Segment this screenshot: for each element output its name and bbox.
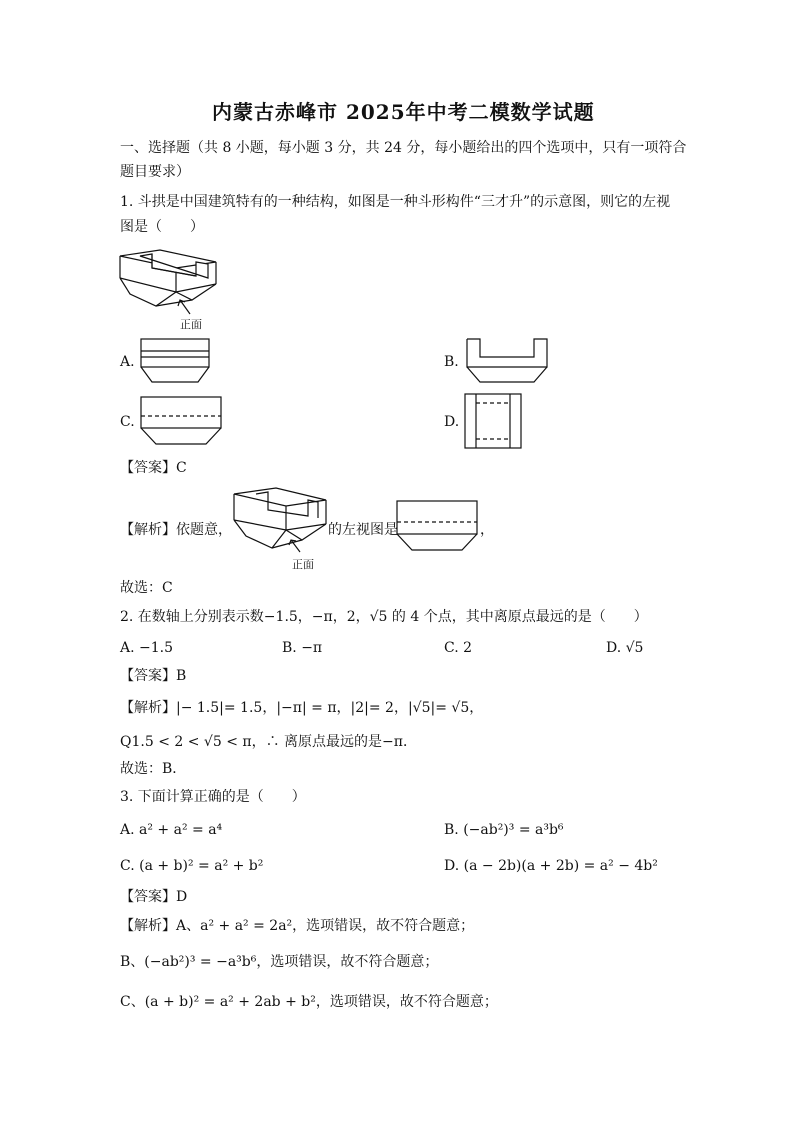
q3-stem: 3. 下面计算正确的是（ ） bbox=[120, 789, 306, 805]
q1-stem-line1: 1. 斗拱是中国建筑特有的一种结构，如图是一种斗形构件“三才升”的示意图，则它的左视 bbox=[120, 194, 671, 210]
section-header-line2: 题目要求） bbox=[120, 164, 190, 180]
q1-option-d-figure bbox=[464, 393, 524, 451]
q1-analysis-end: ， bbox=[480, 522, 494, 538]
q2-answer: 【答案】B bbox=[120, 668, 187, 684]
q1-option-b-label: B. bbox=[444, 354, 459, 370]
q1-analysis-left-view bbox=[396, 500, 480, 554]
q1-analysis-prefix: 【解析】依题意， bbox=[120, 522, 232, 538]
q1-option-a-label: A. bbox=[120, 354, 135, 370]
q3-option-d: D. (a − 2b)(a + 2b) = a² − 4b² bbox=[444, 858, 658, 874]
q2-option-a: A. −1.5 bbox=[120, 640, 174, 656]
q1-option-a-figure bbox=[140, 338, 212, 384]
q3-option-b: B. (−ab²)³ = a³b⁶ bbox=[444, 822, 564, 838]
q3-option-c: C. (a + b)² = a² + b² bbox=[120, 858, 264, 874]
q1-analysis-caption: 正面 bbox=[292, 558, 314, 571]
q2-stem: 2. 在数轴上分别表示数−1.5，−π，2，√5 的 4 个点，其中离原点最远的是（ ） bbox=[120, 609, 648, 625]
q1-option-c-label: C. bbox=[120, 414, 135, 430]
q3-analysis-line3: C、(a + b)² = a² + 2ab + b²，选项错误，故不符合题意； bbox=[120, 994, 498, 1010]
q3-analysis-line1: 【解析】A、a² + a² = 2a²，选项错误，故不符合题意； bbox=[120, 918, 475, 934]
q2-conclusion: 故选：B． bbox=[120, 761, 187, 777]
page-title: 内蒙古赤峰市 2025年中考二模数学试题 bbox=[212, 100, 595, 124]
q1-analysis-front-arrow bbox=[288, 538, 306, 556]
q1-option-c-figure bbox=[140, 396, 224, 448]
q3-analysis-line2: B、(−ab²)³ = −a³b⁶，选项错误，故不符合题意； bbox=[120, 954, 439, 970]
q1-conclusion: 故选：C bbox=[120, 580, 173, 596]
q1-analysis-mid: 的左视图是 bbox=[328, 522, 398, 538]
q1-figure-caption: 正面 bbox=[180, 318, 202, 331]
q2-option-b: B. −π bbox=[282, 640, 323, 656]
q1-3d-figure bbox=[118, 248, 218, 338]
q1-option-b-figure bbox=[466, 338, 548, 384]
q3-option-a: A. a² + a² = a⁴ bbox=[120, 822, 223, 838]
q1-option-d-label: D. bbox=[444, 414, 460, 430]
q1-front-arrow bbox=[176, 298, 196, 318]
section-header-line1: 一、选择题（共 8 小题，每小题 3 分，共 24 分，每小题给出的四个选项中，只有一项符合 bbox=[120, 140, 687, 156]
q3-answer: 【答案】D bbox=[120, 889, 188, 905]
q2-option-d: D. √5 bbox=[606, 640, 644, 656]
q2-analysis-line2: Q1.5 < 2 < √5 < π，∴ 离原点最远的是−π． bbox=[120, 734, 417, 750]
q1-answer: 【答案】C bbox=[120, 460, 187, 476]
q1-analysis-3d-figure bbox=[232, 486, 328, 556]
q1-stem-line2: 图是（ ） bbox=[120, 219, 204, 235]
q2-analysis-line1: 【解析】|− 1.5|= 1.5，|−π| = π，|2|= 2，|√5|= √5， bbox=[120, 700, 484, 716]
q2-option-c: C. 2 bbox=[444, 640, 473, 656]
